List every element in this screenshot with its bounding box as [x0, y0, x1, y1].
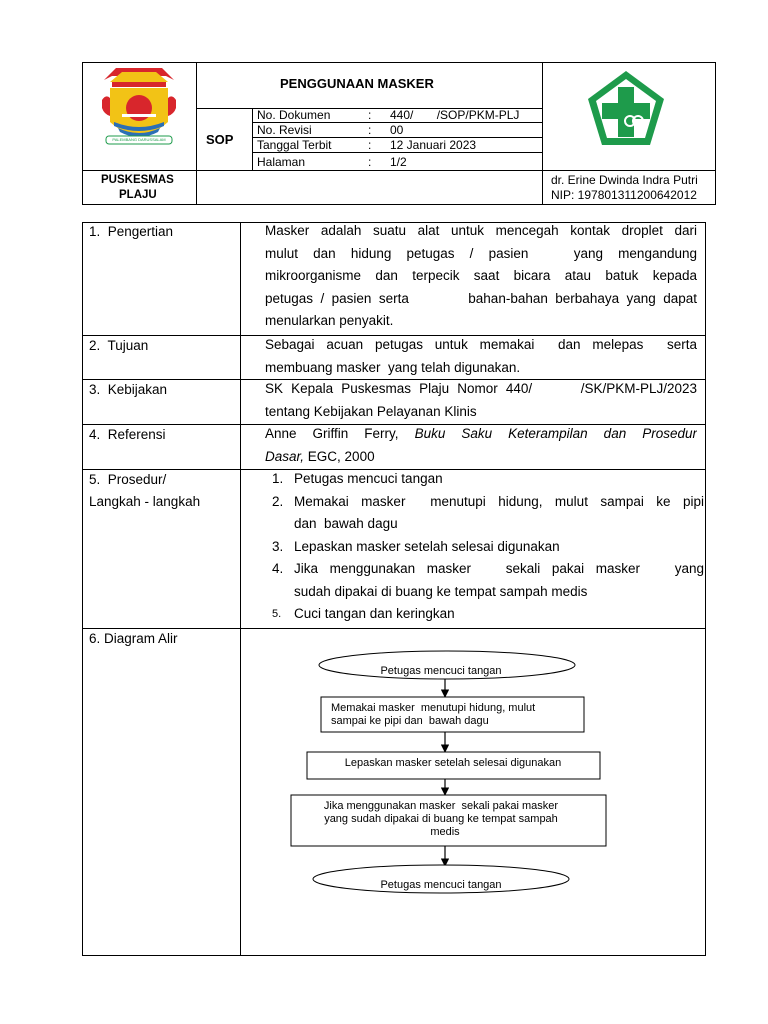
text-line	[265, 446, 697, 469]
text-line: SK Kepala Puskesmas Plaju Nomor 440/ /SK/PKM-PLJ/2023	[265, 381, 697, 396]
text-tujuan	[265, 334, 697, 379]
field-sep: :	[368, 108, 372, 122]
field-sep: :	[368, 123, 372, 137]
flow-node-5-text: Petugas mencuci tangan	[380, 879, 502, 891]
field-value-tanggal-terbit: 12 Januari 2023	[390, 138, 477, 152]
flow-node-4-text: medis	[430, 826, 460, 838]
ref-book-title: Buku Saku Keterampilan dan Prosedur	[414, 426, 697, 441]
field-label-no-dokumen: No. Dokumen	[257, 108, 331, 122]
label-pengertian: 1. Pengertian	[89, 224, 174, 239]
step-number: 5.	[272, 608, 282, 620]
label-prosedur: 5. Prosedur/	[89, 472, 167, 487]
label-tujuan: 2. Tujuan	[89, 338, 149, 353]
signer-nip: NIP: 197801311200642012	[551, 188, 697, 202]
step-number: 4.	[272, 561, 284, 576]
step-number: 2.	[272, 493, 284, 509]
text-line: tentang Kebijakan Pelayanan Klinis	[265, 403, 477, 419]
field-value-no-revisi: 00	[390, 123, 404, 137]
step-number: 1.	[272, 471, 284, 486]
step-text: sudah dipakai di buang ke tempat sampah medis	[294, 583, 588, 599]
ref-author: Anne Griffin Ferry,	[265, 426, 399, 441]
flowchart	[241, 629, 705, 955]
step-number: 3.	[272, 538, 284, 554]
step-1	[272, 468, 704, 491]
label-langkah: Langkah - langkah	[89, 494, 201, 509]
step-text: Petugas mencuci tangan	[294, 471, 443, 486]
text-line: mulut dan hidung petugas / pasien yang mengandung	[265, 245, 697, 261]
flow-node-4-text: yang sudah dipakai di buang ke tempat sampah	[324, 813, 558, 825]
step-text: dan bawah dagu	[294, 516, 398, 531]
step-5	[272, 603, 704, 626]
field-label-tanggal-terbit: Tanggal Terbit	[257, 138, 332, 152]
sop-label: SOP	[206, 132, 234, 147]
puskesmas-logo	[584, 69, 668, 149]
ref-publisher: EGC, 2000	[307, 448, 375, 464]
text-pengertian	[265, 220, 697, 333]
palembang-logo	[96, 64, 182, 152]
text-line: menularkan penyakit.	[265, 313, 394, 328]
text-line: petugas / pasien serta bahan-bahan berbahaya yang dapat	[265, 290, 697, 306]
flow-node-2-text: Memakai masker menutupi hidung, mulut	[331, 702, 536, 714]
text-referensi	[265, 423, 697, 468]
field-sep: :	[368, 138, 372, 152]
field-value-no-dokumen: 440/ /SOP/PKM-PLJ	[390, 108, 520, 122]
field-label-no-revisi: No. Revisi	[257, 123, 312, 137]
palembang-logo-text: PALEMBANG DARUSSALAM	[112, 137, 166, 142]
flow-node-3-text: Lepaskan masker setelah selesai digunakan	[344, 757, 562, 769]
field-sep: :	[368, 155, 372, 169]
document-title: PENGGUNAAN MASKER	[280, 76, 434, 91]
org-name-line2: PLAJU	[119, 189, 157, 201]
step-text: Jika menggunakan masker sekali pakai masker yang	[294, 561, 704, 576]
ref-book-title-2: Dasar,	[265, 448, 305, 464]
label-referensi: 4. Referensi	[89, 427, 166, 442]
step-text: Cuci tangan dan keringkan	[294, 606, 455, 621]
signer-name: dr. Erine Dwinda Indra Putri	[551, 173, 698, 187]
text-line	[265, 423, 697, 446]
label-kebijakan: 3. Kebijakan	[89, 382, 168, 397]
text-line: mikroorganisme dan terpecik saat bicara atau batuk kepada	[265, 268, 697, 283]
text-line: membuang masker yang telah digunakan.	[265, 359, 521, 375]
step-2	[272, 491, 704, 536]
text-line: Sebagai acuan petugas untuk memakai dan melepas serta	[265, 337, 697, 352]
text-kebijakan	[265, 378, 697, 423]
field-value-halaman: 1/2	[390, 155, 407, 169]
org-name-line1: PUSKESMAS	[101, 174, 174, 186]
step-text: Memakai masker menutupi hidung, mulut sampai ke pipi	[294, 493, 704, 509]
step-text: Lepaskan masker setelah selesai digunakan	[294, 538, 560, 554]
flow-node-4-text: Jika menggunakan masker sekali pakai masker	[323, 800, 559, 812]
flow-node-1-text: Petugas mencuci tangan	[380, 665, 502, 677]
field-label-halaman: Halaman	[257, 155, 306, 169]
text-line: Masker adalah suatu alat untuk mencegah kontak droplet dari	[265, 223, 697, 238]
step-3	[272, 536, 704, 559]
step-4	[272, 558, 704, 603]
flow-node-2-text: sampai ke pipi dan bawah dagu	[331, 715, 489, 727]
label-diagram-alir: 6. Diagram Alir	[89, 631, 178, 646]
